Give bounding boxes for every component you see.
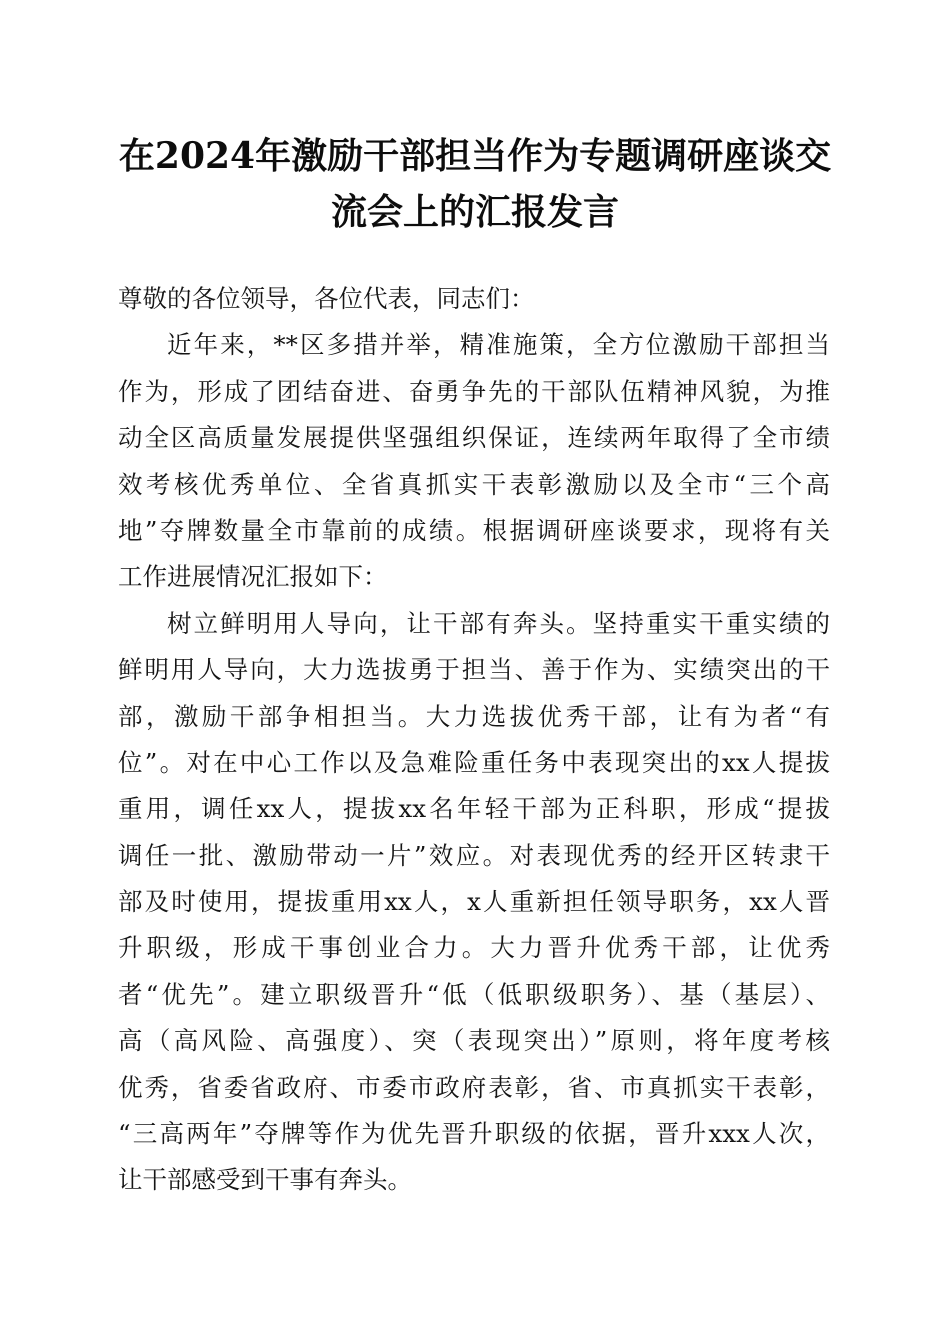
- text-line: 尊敬的各位领导，各位代表，同志们：: [118, 284, 535, 313]
- document-body: [118, 276, 830, 1204]
- text-line: 让干部感受到干事有奔头。: [118, 1165, 412, 1195]
- text-line: 重用，调任xx人，提拔xx名年轻干部为正科职，形成“提拔: [118, 794, 830, 824]
- text-line: 地”夺牌数量全市靠前的成绩。根据调研座谈要求，现将有关: [118, 515, 830, 545]
- text-line: 位”。对在中心工作以及急难险重任务中表现突出的xx人提拔: [118, 747, 830, 777]
- text-line: 树立鲜明用人导向，让干部有奔头。坚持重实干重实绩的: [167, 608, 830, 638]
- text-line: 工作进展情况汇报如下：: [118, 562, 388, 592]
- title-line-2: 流会上的汇报发言: [330, 191, 619, 233]
- text-line: 调任一批、激励带动一片”效应。对表现优秀的经开区转隶干: [118, 840, 830, 870]
- text-line: 部及时使用，提拔重用xx人，x人重新担任领导职务，xx人晋: [118, 887, 830, 917]
- text-line: 优秀，省委省政府、市委市政府表彰，省、市真抓实干表彰，: [118, 1072, 830, 1102]
- text-line: 部，激励干部争相担当。大力选拔优秀干部，让有为者“有: [118, 701, 830, 731]
- text-line: “三高两年”夺牌等作为优先晋升职级的依据，晋升xxx人次，: [118, 1119, 830, 1149]
- text-line: 高（高风险、高强度）、突（表现突出）”原则，将年度考核: [118, 1026, 830, 1056]
- text-line: 鲜明用人导向，大力选拔勇于担当、善于作为、实绩突出的干: [118, 655, 830, 685]
- title-line-1: 在2024年激励干部担当作为专题调研座谈交: [118, 135, 832, 177]
- text-line: 动全区高质量发展提供坚强组织保证，连续两年取得了全市绩: [118, 423, 830, 453]
- text-line: 者“优先”。建立职级晋升“低（低职级职务）、基（基层）、: [118, 979, 830, 1009]
- document-title: [110, 128, 840, 240]
- text-line: 升职级，形成干事创业合力。大力晋升优秀干部，让优秀: [118, 933, 830, 963]
- text-line: 效考核优秀单位、全省真抓实干表彰激励以及全市“三个高: [118, 469, 830, 499]
- text-line: 近年来，**区多措并举，精准施策，全方位激励干部担当: [167, 330, 830, 360]
- text-line: 作为，形成了团结奋进、奋勇争先的干部队伍精神风貌，为推: [118, 376, 830, 406]
